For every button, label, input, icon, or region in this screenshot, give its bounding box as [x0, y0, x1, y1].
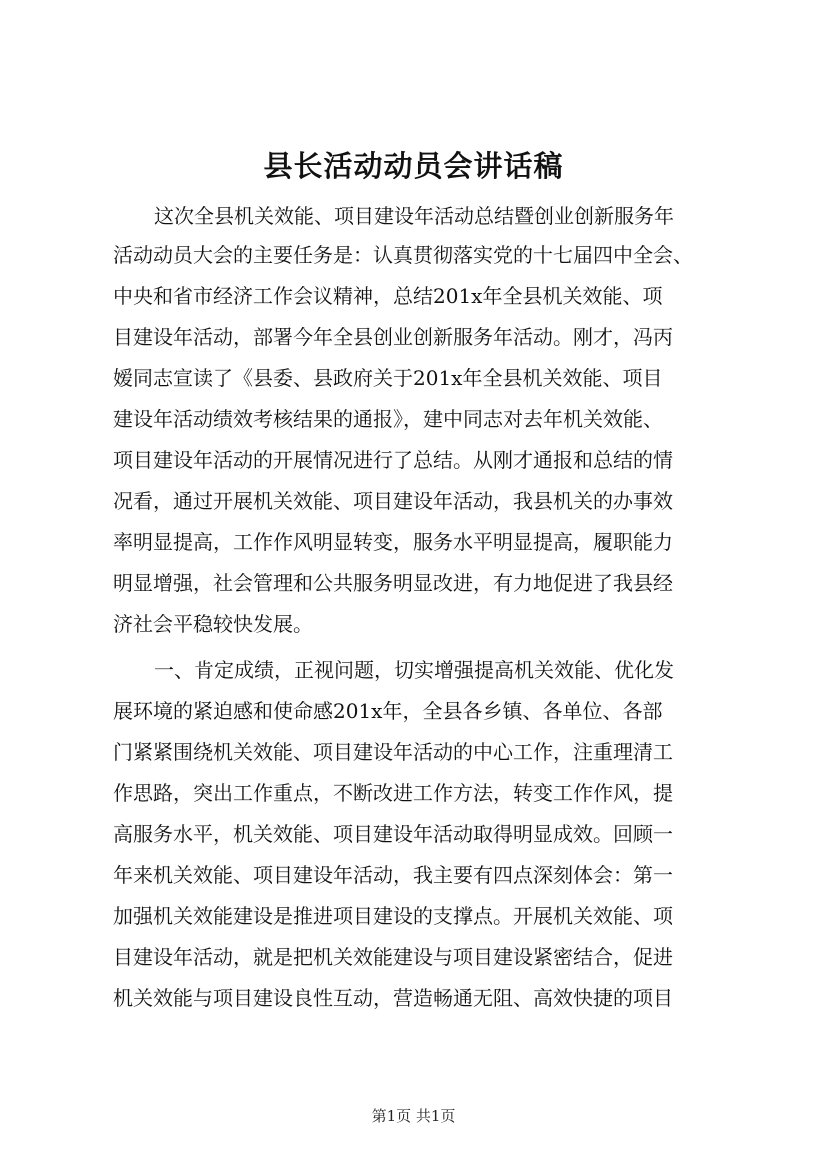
page-footer: 第1页 共1页	[371, 1107, 456, 1125]
paragraph-1-line-10: 明显增强，社会管理和公共服务明显改进，有力地促进了我县经	[113, 571, 673, 595]
paragraph-2-line-2: 展环境的紧迫感和使命感201x年，全县各乡镇、各单位、各部	[113, 699, 663, 723]
paragraph-1-line-1: 这次全县机关效能、项目建设年活动总结暨创业创新服务年	[154, 204, 674, 228]
paragraph-2-line-3: 门紧紧围绕机关效能、项目建设年活动的中心工作，注重理清工	[113, 740, 673, 764]
paragraph-2-line-9: 机关效能与项目建设良性互动，营造畅通无阻、高效快捷的项目	[113, 986, 673, 1010]
paragraph-1-line-7: 项目建设年活动的开展情况进行了总结。从刚才通报和总结的情	[113, 448, 673, 472]
paragraph-2-line-5: 高服务水平，机关效能、项目建设年活动取得明显成效。回顾一	[113, 822, 673, 846]
paragraph-1-line-4: 目建设年活动，部署今年全县创业创新服务年活动。刚才，冯丙	[113, 325, 673, 349]
paragraph-1-line-8: 况看，通过开展机关效能、项目建设年活动，我县机关的办事效	[113, 489, 673, 513]
paragraph-1-line-11: 济社会平稳较快发展。	[113, 612, 313, 636]
paragraph-1-line-3: 中央和省市经济工作会议精神，总结201x年全县机关效能、项	[113, 284, 663, 308]
paragraph-2-line-7: 加强机关效能建设是推进项目建设的支撑点。开展机关效能、项	[113, 904, 673, 928]
paragraph-2-line-1: 一、肯定成绩，正视问题，切实增强提高机关效能、优化发	[154, 658, 674, 682]
paragraph-1-line-2: 活动动员大会的主要任务是：认真贯彻落实党的十七届四中全会、	[113, 243, 693, 267]
paragraph-2-line-8: 目建设年活动，就是把机关效能建设与项目建设紧密结合，促进	[113, 945, 673, 969]
document-title: 县长活动动员会讲话稿	[263, 149, 564, 183]
paragraph-2-line-4: 作思路，突出工作重点，不断改进工作方法，转变工作作风，提	[113, 781, 673, 805]
paragraph-1-line-6: 建设年活动绩效考核结果的通报》，建中同志对去年机关效能、	[113, 407, 663, 431]
paragraph-2-line-6: 年来机关效能、项目建设年活动，我主要有四点深刻体会：第一	[113, 863, 673, 887]
paragraph-1-line-9: 率明显提高，工作作风明显转变，服务水平明显提高，履职能力	[113, 530, 673, 554]
paragraph-1-line-5: 嫒同志宣读了《县委、县政府关于201x年全县机关效能、项目	[113, 366, 663, 390]
